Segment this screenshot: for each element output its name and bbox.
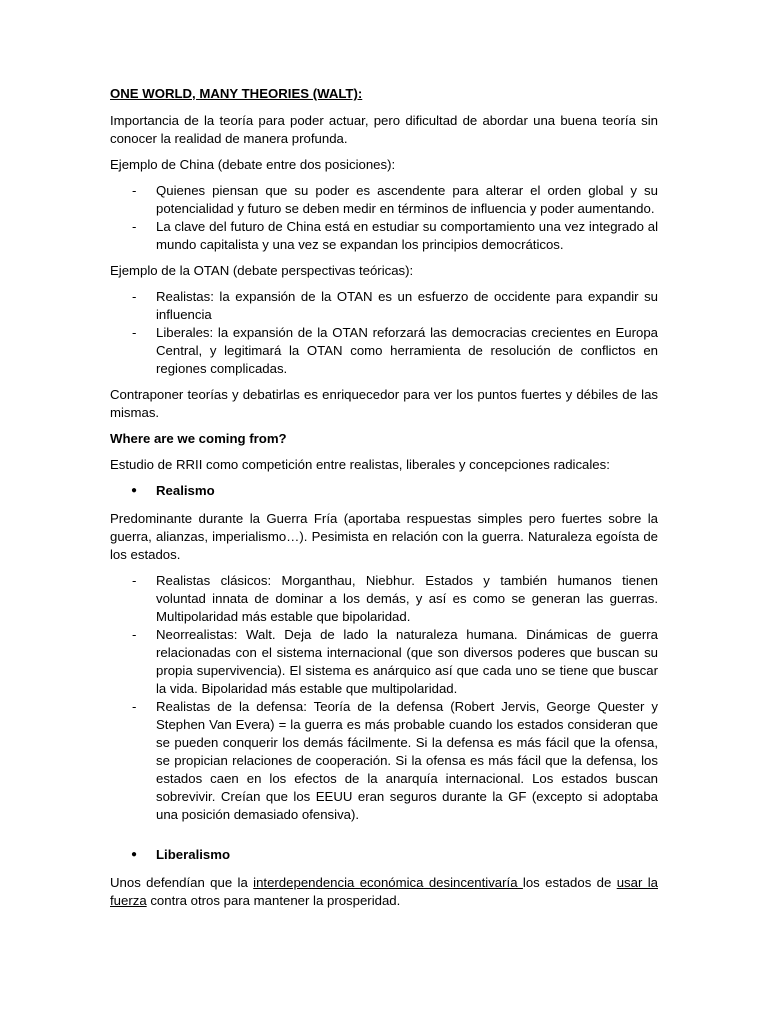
list-item: - Realistas de la defensa: Teoría de la defensa (Robert Jervis, George Quester y Stephen Van Evera) = la guerra es más probable cuando los estados consideran que se pueden conquerir los demás fácilmente. Si la defensa es más fácil que la ofensa, se propician relaciones de cooperación. Si la ofensa es más fácil que la defensa, los estados caen en los efectos de la anarquía internacional. Los estados buscan sobrevivir. Creían que los EEUU eran seguros durante la GF (excepto si adoptaba una posición demasiado ofensiva). (110, 698, 658, 824)
paragraph-unos (110, 874, 658, 910)
list-item: - La clave del futuro de China está en estudiar su comportamiento una vez integrado al mundo capitalista y una vez se expandan los principios democráticos. (110, 218, 658, 254)
china-list (110, 182, 658, 254)
paragraph-estudio: Estudio de RRII como competición entre realistas, liberales y concepciones radicales: (110, 457, 610, 472)
otan-list (110, 288, 658, 378)
list-item: - Realistas: la expansión de la OTAN es un esfuerzo de occidente para expandir su influencia (110, 288, 658, 324)
list-item: - Neorrealistas: Walt. Deja de lado la naturaleza humana. Dinámicas de guerra relacionadas con el sistema internacional (que son diversos poderes que buscan su propia supervivencia). El sistema es anárquico así que cada uno se tiene que buscar la vida. Bipolaridad más estable que multipolaridad. (110, 626, 658, 698)
underlined-text: interdependencia económica desincentivaría (253, 875, 523, 890)
list-item: - Realistas clásicos: Morganthau, Niebhur. Estados y también humanos tienen voluntad innata de dominar a los demás, y así es como se generan las guerras. Multipolaridad más estable que bipolaridad. (110, 572, 658, 626)
document-title: ONE WORLD, MANY THEORIES (WALT): (110, 86, 363, 101)
paragraph-china: Ejemplo de China (debate entre dos posiciones): (110, 157, 396, 172)
text-span: contra otros para mantener la prosperidad. (146, 893, 401, 908)
underlined-text: usar la fuerza (110, 875, 658, 908)
text-span: los estados de (522, 875, 617, 890)
paragraph-importancia: Importancia de la teoría para poder actuar, pero dificultad de abordar una buena teoría sin conocer la realidad de manera profunda. (110, 113, 658, 146)
paragraph-otan: Ejemplo de la OTAN (debate perspectivas teóricas): (110, 263, 414, 278)
heading-where: Where are we coming from? (110, 431, 287, 446)
paragraph-predominante: Predominante durante la Guerra Fría (aportaba respuestas simples pero fuertes sobre la guerra, alianzas, imperialismo…). Pesimista en relación con la guerra. Naturaleza egoísta de los estados. (110, 511, 658, 562)
paragraph-contraponer: Contraponer teorías y debatirlas es enriquecedor para ver los puntos fuertes y débiles de las mismas. (110, 387, 658, 420)
heading-liberalismo: ● Liberalismo (110, 846, 658, 864)
heading-realismo: ● Realismo (110, 482, 658, 500)
list-item: - Quienes piensan que su poder es ascendente para alterar el orden global y su potencialidad y futuro se deben medir en términos de influencia y poder aumentando. (110, 182, 658, 218)
realismo-list (110, 572, 658, 824)
list-item: - Liberales: la expansión de la OTAN reforzará las democracias crecientes en Europa Central, y legitimará la OTAN como herramienta de resolución de conflictos en regiones complicadas. (110, 324, 658, 378)
text-span: Unos defendían que la (110, 875, 254, 890)
